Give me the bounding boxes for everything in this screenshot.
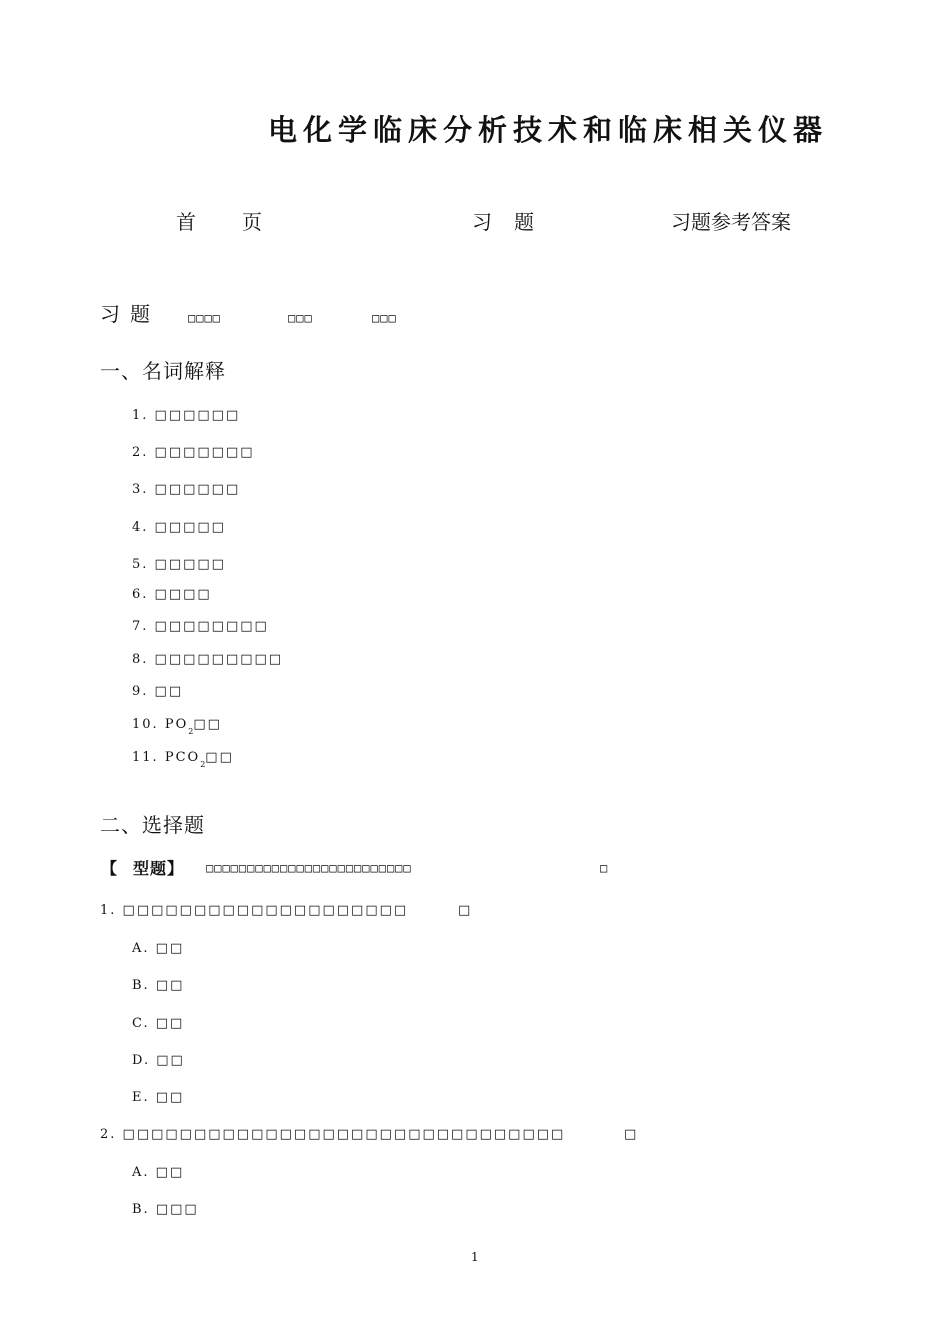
- item-text: □□□□□□□□: [154, 619, 269, 634]
- option-item: [132, 1165, 184, 1180]
- nav-exercises-link[interactable]: 习题: [472, 210, 556, 234]
- item-text: [164, 750, 234, 769]
- section-meta-2: □□□: [288, 311, 313, 325]
- item-number: 7.: [132, 619, 149, 634]
- list-item: [132, 520, 226, 535]
- list-item: [132, 587, 212, 602]
- question-1-stem: 1. □□□□□□□□□□□□□□□□□□□□: [100, 903, 409, 918]
- item-number: 4.: [132, 520, 149, 535]
- option-letter: B.: [132, 1202, 150, 1217]
- item-number: 1.: [132, 408, 149, 423]
- option-text: □□: [155, 1165, 185, 1180]
- question-1-end: □: [458, 903, 473, 918]
- item-prefix: PCO: [164, 750, 201, 765]
- item-suffix: □□: [205, 750, 234, 765]
- item-text: □□□□□: [154, 520, 226, 535]
- item-number: 2.: [132, 445, 149, 460]
- list-item: [132, 684, 183, 699]
- question-2-stem: 2. □□□□□□□□□□□□□□□□□□□□□□□□□□□□□□□: [100, 1127, 566, 1142]
- list-item: [132, 652, 283, 667]
- subscript: 2: [200, 760, 206, 769]
- item-text: □□□□□□□: [154, 445, 255, 460]
- option-item: [132, 941, 184, 956]
- nav-home-link[interactable]: 首页: [176, 210, 308, 234]
- option-item: [132, 1016, 184, 1031]
- question-2-end: □: [624, 1127, 639, 1142]
- option-text: □□: [155, 978, 185, 993]
- option-letter: B.: [132, 978, 150, 993]
- item-number: 5.: [132, 557, 149, 572]
- item-text: □□□□□□: [154, 482, 241, 497]
- item-prefix: PO: [164, 717, 189, 732]
- item-number: 11.: [132, 750, 159, 765]
- option-item: [132, 978, 184, 993]
- type-description-end: □: [600, 861, 609, 875]
- option-item: [132, 1202, 199, 1217]
- option-item: [132, 1053, 185, 1068]
- option-letter: A.: [132, 1165, 150, 1180]
- nav-answers-link[interactable]: 习题参考答案: [671, 210, 791, 234]
- list-item: [132, 445, 255, 460]
- part2-heading: 二、选择题: [100, 813, 205, 837]
- item-text: □□□□: [154, 587, 212, 602]
- option-item: [132, 1090, 184, 1105]
- subscript: 2: [188, 727, 194, 736]
- item-number: 6.: [132, 587, 149, 602]
- type-label: 型题】: [133, 859, 185, 878]
- section-meta-3: □□□: [372, 311, 397, 325]
- option-letter: D.: [132, 1053, 151, 1068]
- list-item: [132, 619, 269, 634]
- list-item: [132, 750, 234, 769]
- item-number: 10.: [132, 717, 159, 732]
- item-text: [164, 717, 222, 736]
- option-letter: E.: [132, 1090, 150, 1105]
- item-text: □□□□□□□□□: [154, 652, 284, 667]
- page-number: 1: [471, 1250, 479, 1264]
- list-item: [132, 557, 226, 572]
- list-item: [132, 408, 240, 423]
- part1-heading: 一、名词解释: [100, 359, 226, 383]
- item-number: 8.: [132, 652, 149, 667]
- section-heading: 习题: [100, 302, 160, 326]
- list-item: [132, 482, 240, 497]
- list-item: [132, 717, 222, 736]
- option-letter: C.: [132, 1016, 150, 1031]
- option-text: □□: [156, 1053, 185, 1068]
- item-number: 9.: [132, 684, 149, 699]
- item-text: □□□□□: [154, 557, 226, 572]
- type-bracket-open: 【: [101, 859, 118, 878]
- option-text: □□: [155, 1016, 185, 1031]
- option-text: □□: [155, 1090, 185, 1105]
- option-text: □□□: [155, 1202, 199, 1217]
- item-text: □□: [154, 684, 184, 699]
- option-text: □□: [155, 941, 185, 956]
- item-text: □□□□□□: [154, 408, 241, 423]
- option-letter: A.: [132, 941, 150, 956]
- section-meta-1: □□□□: [188, 311, 221, 325]
- item-number: 3.: [132, 482, 149, 497]
- type-description: □□□□□□□□□□□□□□□□□□□□□□□□□: [206, 861, 412, 875]
- item-suffix: □□: [193, 717, 222, 732]
- page-title: 电化学临床分析技术和临床相关仪器: [268, 113, 829, 147]
